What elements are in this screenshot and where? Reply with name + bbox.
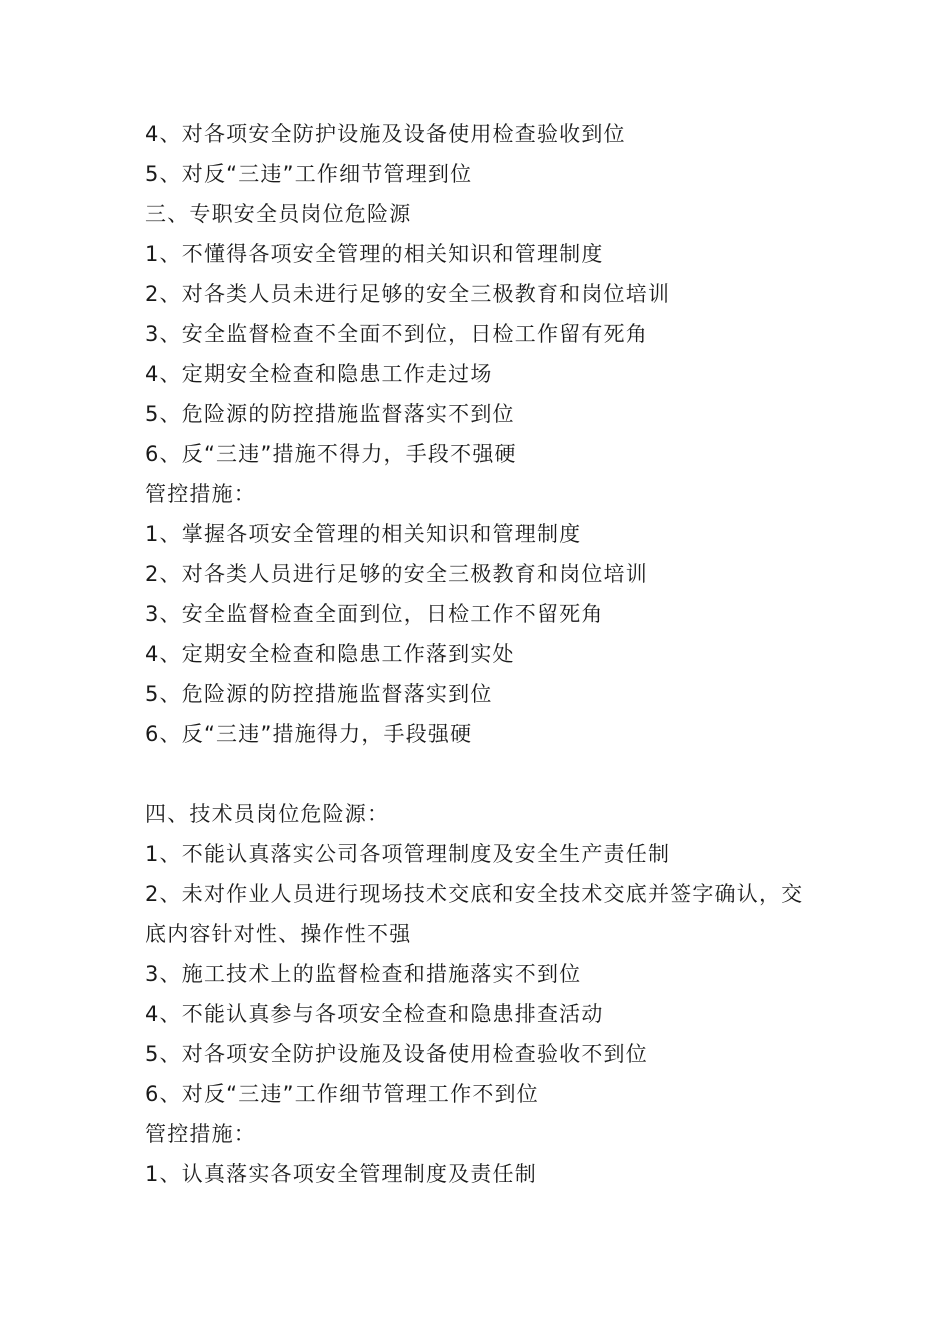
text-line: 1、不能认真落实公司各项管理制度及安全生产责任制 xyxy=(145,842,671,866)
text-line: 5、对各项安全防护设施及设备使用检查验收不到位 xyxy=(145,1042,648,1066)
text-line: 5、危险源的防控措施监督落实不到位 xyxy=(145,402,515,426)
text-line: 4、定期安全检查和隐患工作走过场 xyxy=(145,362,493,386)
text-line: 3、安全监督检查不全面不到位，日检工作留有死角 xyxy=(145,322,648,346)
section-heading: 四、技术员岗位危险源： xyxy=(145,802,390,826)
paragraph-gap xyxy=(145,754,815,794)
text-line: 2、对各类人员进行足够的安全三极教育和岗位培训 xyxy=(145,562,648,586)
text-line: 1、不懂得各项安全管理的相关知识和管理制度 xyxy=(145,242,604,266)
text-line: 5、危险源的防控措施监督落实到位 xyxy=(145,682,493,706)
text-line: 6、对反“三违”工作细节管理工作不到位 xyxy=(145,1082,539,1106)
text-line: 4、对各项安全防护设施及设备使用检查验收到位 xyxy=(145,122,626,146)
text-line-wrapped: 2、未对作业人员进行现场技术交底和安全技术交底并签字确认，交底内容针对性、操作性不强 xyxy=(145,882,804,946)
subheading: 管控措施： xyxy=(145,482,256,506)
text-line: 2、对各类人员未进行足够的安全三极教育和岗位培训 xyxy=(145,282,671,306)
text-line: 4、定期安全检查和隐患工作落到实处 xyxy=(145,642,515,666)
document-body xyxy=(145,114,815,1194)
text-line: 1、掌握各项安全管理的相关知识和管理制度 xyxy=(145,522,582,546)
text-line: 3、施工技术上的监督检查和措施落实不到位 xyxy=(145,962,582,986)
text-line: 5、对反“三违”工作细节管理到位 xyxy=(145,162,473,186)
text-line: 6、反“三违”措施得力，手段强硬 xyxy=(145,722,473,746)
text-line: 4、不能认真参与各项安全检查和隐患排查活动 xyxy=(145,1002,604,1026)
section-heading: 三、专职安全员岗位危险源 xyxy=(145,202,412,226)
text-line: 6、反“三违”措施不得力，手段不强硬 xyxy=(145,442,517,466)
text-line: 3、安全监督检查全面到位，日检工作不留死角 xyxy=(145,602,604,626)
subheading: 管控措施： xyxy=(145,1122,256,1146)
text-line: 1、认真落实各项安全管理制度及责任制 xyxy=(145,1162,537,1186)
